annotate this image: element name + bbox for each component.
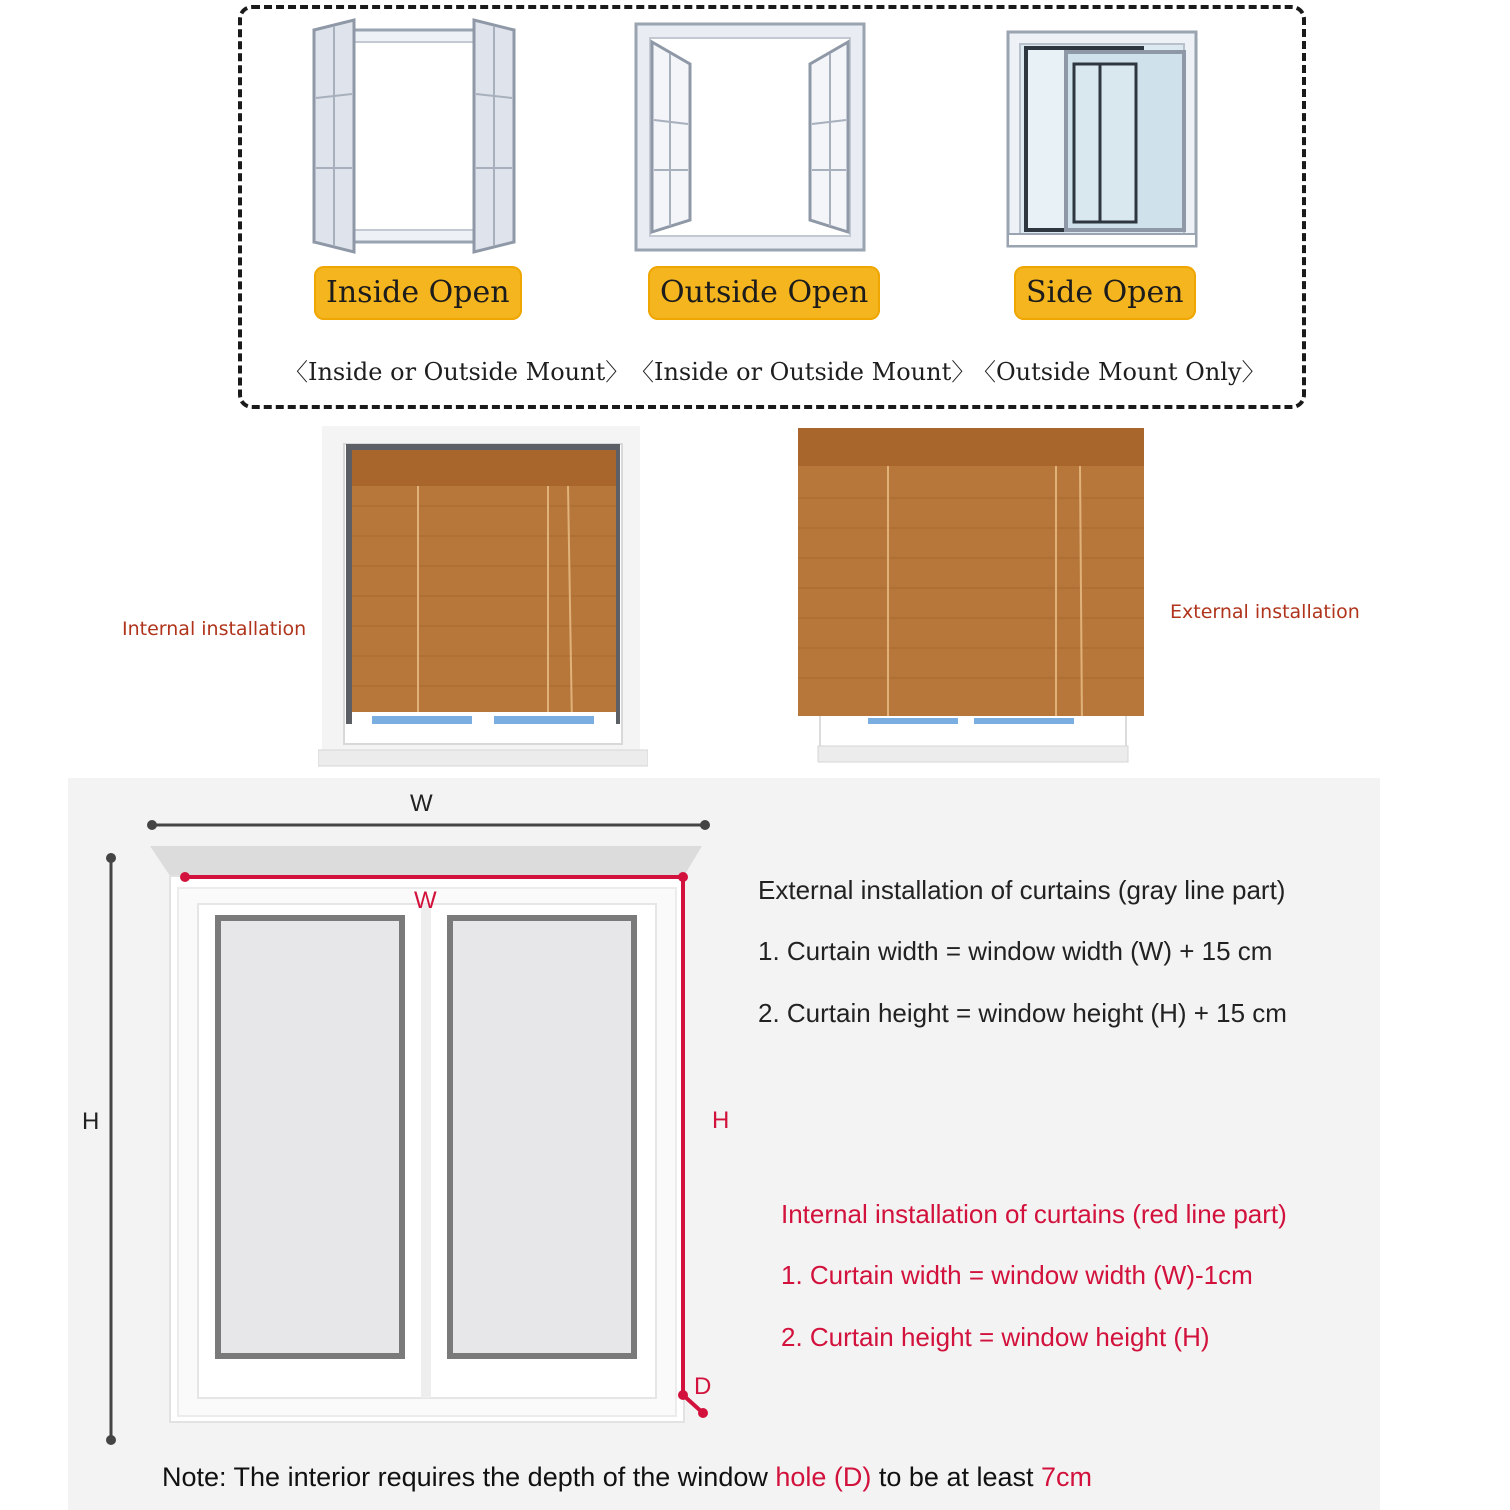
external-spec-title: External installation of curtains (gray line part) bbox=[758, 875, 1286, 905]
mount-note: 〈Inside or Outside Mount〉 bbox=[630, 358, 976, 386]
internal-spec-width: 1. Curtain width = window width (W)-1cm bbox=[781, 1260, 1253, 1290]
window-measurement-diagram bbox=[80, 800, 740, 1460]
internal-installation-photo bbox=[318, 426, 648, 778]
window-type-side-open bbox=[920, 0, 1266, 400]
depth-note bbox=[162, 1462, 1092, 1493]
internal-spec-height: 2. Curtain height = window height (H) bbox=[781, 1322, 1210, 1352]
mount-note: 〈Outside Mount Only〉 bbox=[972, 358, 1266, 386]
mount-note: 〈Inside or Outside Mount〉 bbox=[284, 358, 630, 386]
outer-height-label: H bbox=[82, 1108, 100, 1135]
internal-spec-title: Internal installation of curtains (red line part) bbox=[781, 1199, 1287, 1229]
external-installation-photo bbox=[798, 428, 1146, 774]
depth-label: D bbox=[694, 1373, 712, 1400]
inner-height-label: H bbox=[712, 1107, 730, 1134]
window-type-label: Inside Open bbox=[314, 266, 522, 320]
window-type-outside-open bbox=[580, 0, 976, 400]
note-depth-highlight: 7cm bbox=[1041, 1462, 1093, 1492]
window-type-label: Side Open bbox=[1014, 266, 1196, 320]
note-hole-highlight: hole (D) bbox=[775, 1462, 872, 1492]
side-open-window-icon bbox=[1004, 28, 1200, 250]
note-prefix: Note: The interior requires the depth of the window bbox=[162, 1462, 776, 1492]
inside-open-window-icon bbox=[304, 18, 524, 254]
outer-width-label: W bbox=[410, 790, 433, 817]
window-type-inside-open bbox=[240, 0, 630, 400]
external-installation-label: External installation bbox=[1170, 601, 1360, 623]
internal-installation-label: Internal installation bbox=[122, 618, 307, 640]
note-middle: to be at least bbox=[871, 1462, 1041, 1492]
window-type-label: Outside Open bbox=[648, 266, 880, 320]
external-spec-height: 2. Curtain height = window height (H) + 15 cm bbox=[758, 998, 1287, 1028]
inner-width-label: W bbox=[414, 887, 437, 914]
outside-open-window-icon bbox=[632, 20, 868, 254]
external-spec-width: 1. Curtain width = window width (W) + 15 cm bbox=[758, 936, 1273, 966]
